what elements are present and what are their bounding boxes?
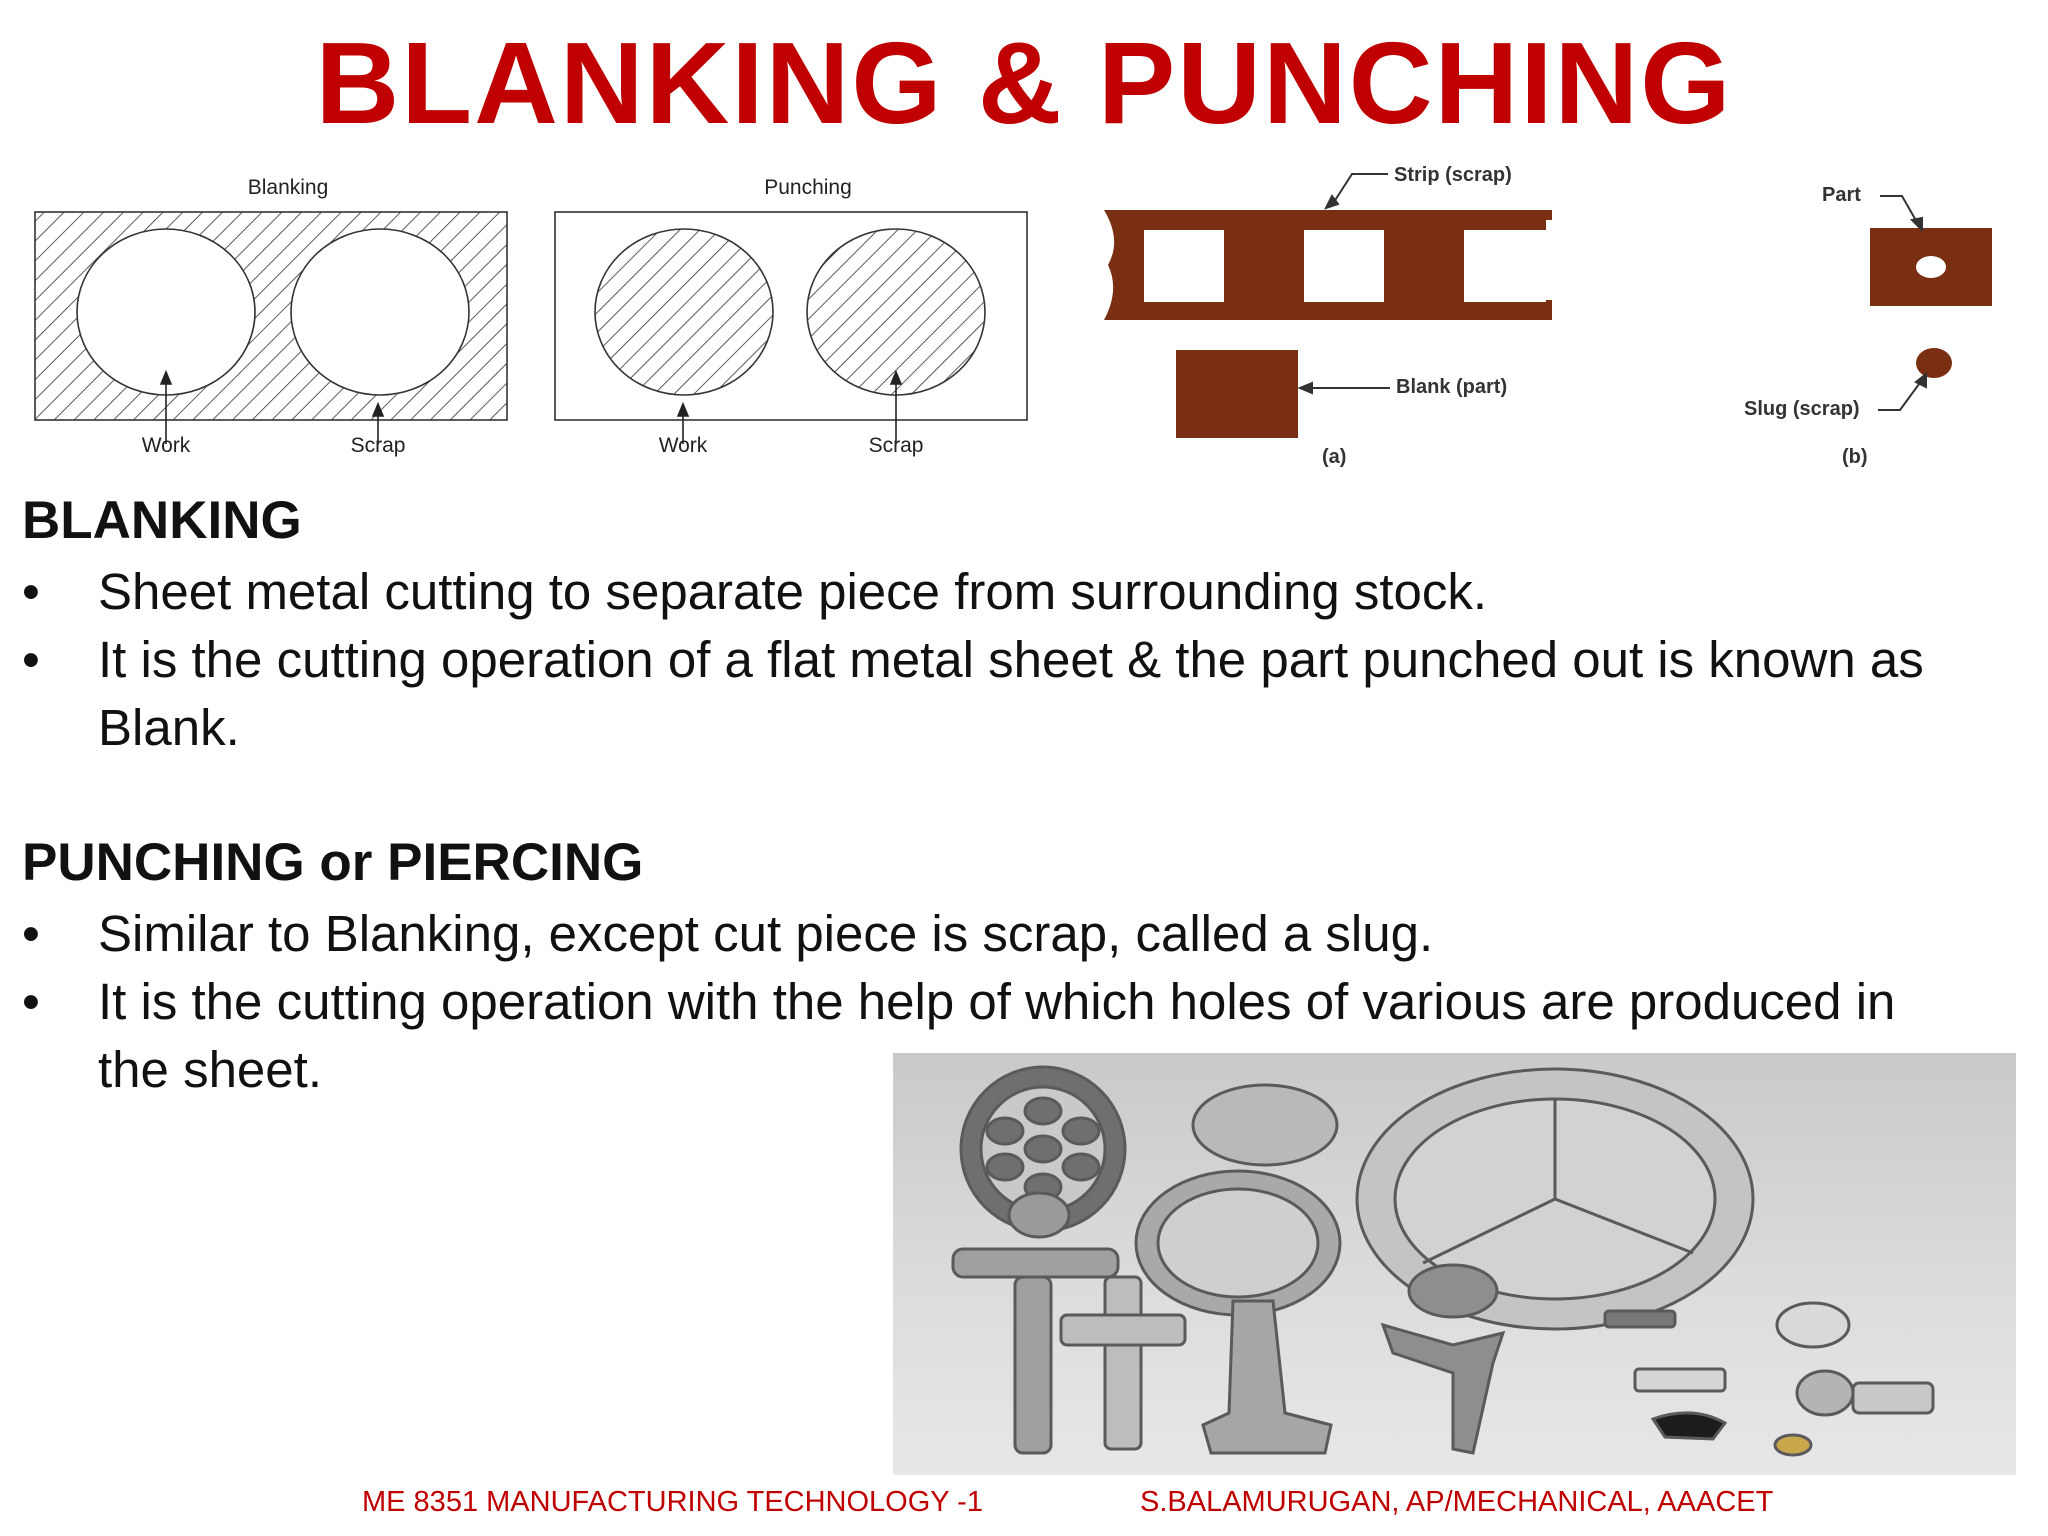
- bullet-dot: •: [22, 631, 40, 688]
- footer-author: S.BALAMURUGAN, AP/MECHANICAL, AAACET: [1140, 1486, 1774, 1518]
- bullet-dot: •: [22, 563, 40, 620]
- strip-part-figures: [1100, 160, 2030, 480]
- punching-work-label: Work: [658, 434, 708, 457]
- punching-work-circle: [595, 229, 773, 395]
- stamped-parts-illustration: [893, 1053, 2016, 1475]
- punching-scrap-label: Scrap: [868, 434, 924, 457]
- bullet-dot: •: [22, 905, 40, 962]
- bullet-text: Similar to Blanking, except cut piece is scrap, called a slug.: [98, 905, 1434, 962]
- punching-diagram-title: Punching: [764, 176, 852, 199]
- figure-a-label: (a): [1322, 446, 1347, 468]
- blanking-work-label: Work: [141, 434, 191, 457]
- slide-title: BLANKING & PUNCHING: [315, 18, 1733, 148]
- blanking-scrap-circle: [291, 229, 469, 395]
- part-label: Part: [1822, 184, 1861, 206]
- strip-scrap-label: Strip (scrap): [1394, 164, 1512, 186]
- blanking-heading: BLANKING: [22, 491, 302, 550]
- blanking-diagram-title: Blanking: [247, 176, 329, 199]
- blank-part-label: Blank (part): [1396, 376, 1508, 398]
- bullet-text: It is the cutting operation with the help of which holes of various are produced in the sheet.: [98, 973, 1896, 1098]
- blanking-scrap-label: Scrap: [350, 434, 406, 457]
- stamped-parts-photo: [893, 1053, 2016, 1475]
- footer-course: ME 8351 MANUFACTURING TECHNOLOGY -1: [362, 1486, 983, 1518]
- bullet-text: Sheet metal cutting to separate piece from surrounding stock.: [98, 563, 1488, 620]
- figure-b-label: (b): [1842, 446, 1868, 468]
- slug-scrap-label: Slug (scrap): [1744, 398, 1860, 420]
- blank-part-square: [1176, 350, 1298, 438]
- strip-blank-diagram: [1100, 160, 2030, 480]
- blanking-punching-diagram: [28, 172, 1038, 472]
- bullet-text: It is the cutting operation of a flat metal sheet & the part punched out is known as Blank.: [98, 631, 1924, 756]
- punching-heading: PUNCHING or PIERCING: [22, 833, 644, 892]
- hatch-figures: [28, 208, 1038, 468]
- slug-disc: [1916, 348, 1952, 378]
- bullet-dot: •: [22, 973, 40, 1030]
